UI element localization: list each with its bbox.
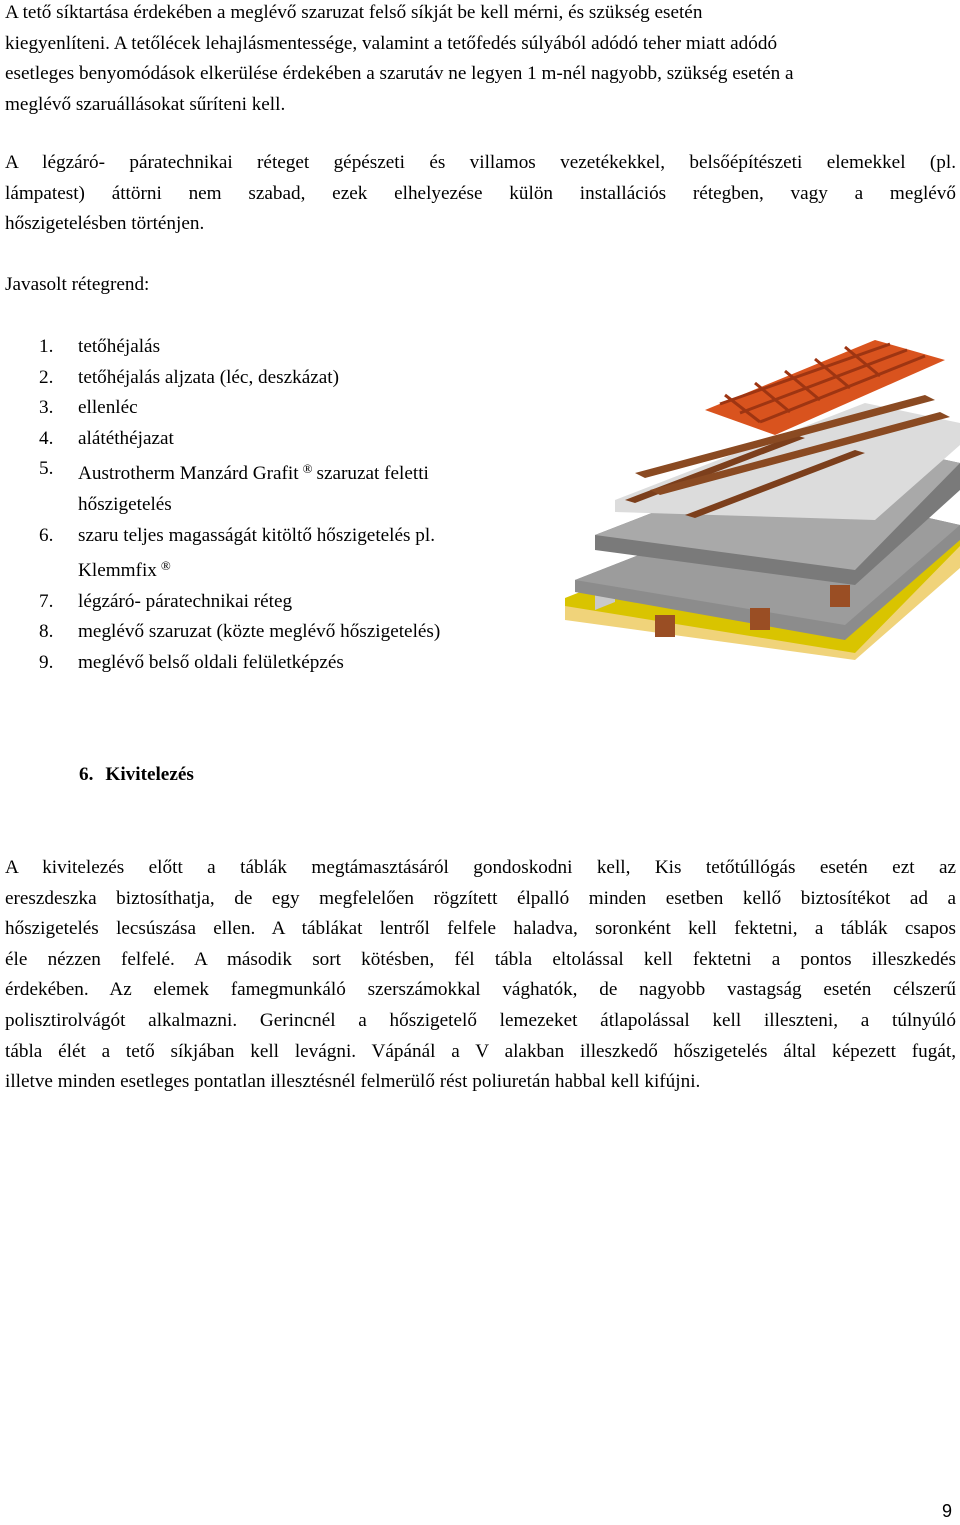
- layer-number: 7.: [39, 590, 54, 612]
- layer-text: tetőhéjalás: [78, 336, 161, 357]
- text-line: A tető síktartása érdekében a meglévő szaruzat felső síkját be kell mérni, és szükség esetén: [5, 2, 703, 23]
- layer-number: 8.: [39, 621, 54, 643]
- paragraph-vapour-barrier: [5, 148, 956, 240]
- page-number: 9: [941, 1501, 952, 1521]
- text-line: polisztirolvágót alkalmazni. Gerincnél a hőszigetelő lemezeket átlapolással kell illeszteni, a túlnyúló: [5, 1009, 956, 1031]
- batten-block: [750, 608, 770, 630]
- layer-text: meglévő szaruzat (közte meglévő hőszigetelés): [78, 621, 441, 643]
- layer-number: 1.: [39, 336, 54, 357]
- layer-text: szaru teljes magasságát kitöltő hőszigetelés pl.: [78, 524, 436, 546]
- layer-text: ellenléc: [78, 397, 138, 419]
- layer-item: [36, 363, 576, 394]
- layer-item: [36, 587, 576, 618]
- layer-text-line2: hőszigetelés: [78, 493, 172, 515]
- layer-item: [36, 617, 576, 648]
- batten-block: [655, 615, 675, 637]
- layer-text-continued: szaruzat feletti: [316, 463, 429, 485]
- text-line: esetleges benyomódások elkerülése érdekében a szarutáv ne legyen 1 m-nél nagyobb, szükség esetén a: [5, 63, 794, 85]
- text-line: hőszigetelésben történjen.: [5, 213, 205, 235]
- layer-text: meglévő belső oldali felületképzés: [78, 651, 344, 673]
- section-number: 6.: [79, 764, 94, 785]
- paragraph-installation: [5, 853, 956, 1098]
- layers-heading: Javasolt rétegrend:: [5, 274, 150, 295]
- text-line: éle nézzen felfelé. A második sort kötésben, fél tábla eltolással kell fektetni a pontos illeszkedés: [5, 948, 956, 970]
- text-line: A kivitelezés előtt a táblák megtámasztásáról gondoskodni kell, Kis tetőtúllógás esetén ezt az: [5, 857, 956, 878]
- section-heading: [79, 760, 194, 790]
- roof-layer-illustration: [555, 340, 960, 670]
- batten-block: [830, 585, 850, 607]
- layer-list: [36, 332, 576, 679]
- layer-number: 3.: [39, 397, 54, 419]
- text-line: érdekében. Az elemek famegmunkáló szerszámokkal vághatók, de nagyobb vastagság esetén célszerű: [5, 979, 956, 1001]
- layer-text-line2: Klemmfix: [78, 560, 157, 582]
- layer-text: légzáró- páratechnikai réteg: [78, 590, 293, 612]
- text-line: kiegyenlíteni. A tetőlécek lehajlásmentessége, valamint a tetőfedés súlyából adódó teher miatt adódó: [5, 32, 778, 54]
- layer-number: 9.: [39, 651, 54, 673]
- layer-item: [36, 424, 576, 455]
- registered-mark: ®: [160, 558, 171, 574]
- layer-item: [36, 454, 576, 520]
- text-line: ereszdeszka biztosíthatja, de egy megfelelően rögzített élpalló minden esetben kellő biztosítékot ad a: [5, 887, 956, 909]
- text-line: A légzáró- páratechnikai réteget gépészeti és villamos vezetékekkel, belsőépítészeti elemekkel (pl.: [5, 152, 956, 173]
- text-line: illetve minden esetleges pontatlan illesztésnél felmerülő rést poliuretán habbal kell kifújni.: [5, 1071, 701, 1093]
- layer-number: 5.: [39, 458, 54, 480]
- layer-item: [36, 648, 576, 679]
- registered-mark: ®: [302, 461, 313, 477]
- layer-item: [36, 521, 576, 587]
- layer-item: [36, 332, 576, 363]
- layer-number: 2.: [39, 366, 54, 388]
- text-line: hőszigetelés lecsúszása ellen. A táblákat lentről felfele haladva, soronként kell fektetni, a táblák csapos: [5, 918, 956, 940]
- layer-text: tetőhéjalás aljzata (léc, deszkázat): [78, 366, 339, 388]
- text-line: tábla élét a tető síkjában kell levágni. Vápánál a V alakban illeszkedő hőszigetelés által képezett fugát,: [5, 1040, 956, 1062]
- text-line: meglévő szaruállásokat sűríteni kell.: [5, 93, 286, 115]
- text-line: lámpatest) áttörni nem szabad, ezek elhelyezése külön installációs rétegben, vagy a meglévő: [5, 182, 956, 204]
- layer-text: Austrotherm Manzárd Grafit: [78, 463, 299, 485]
- paragraph-leveling: [5, 0, 956, 120]
- layer-item: [36, 393, 576, 424]
- section-title-text: Kivitelezés: [105, 764, 194, 785]
- layer-number: 4.: [39, 427, 54, 449]
- layer-number: 6.: [39, 524, 54, 546]
- layer-text: alátéthéjazat: [78, 427, 174, 449]
